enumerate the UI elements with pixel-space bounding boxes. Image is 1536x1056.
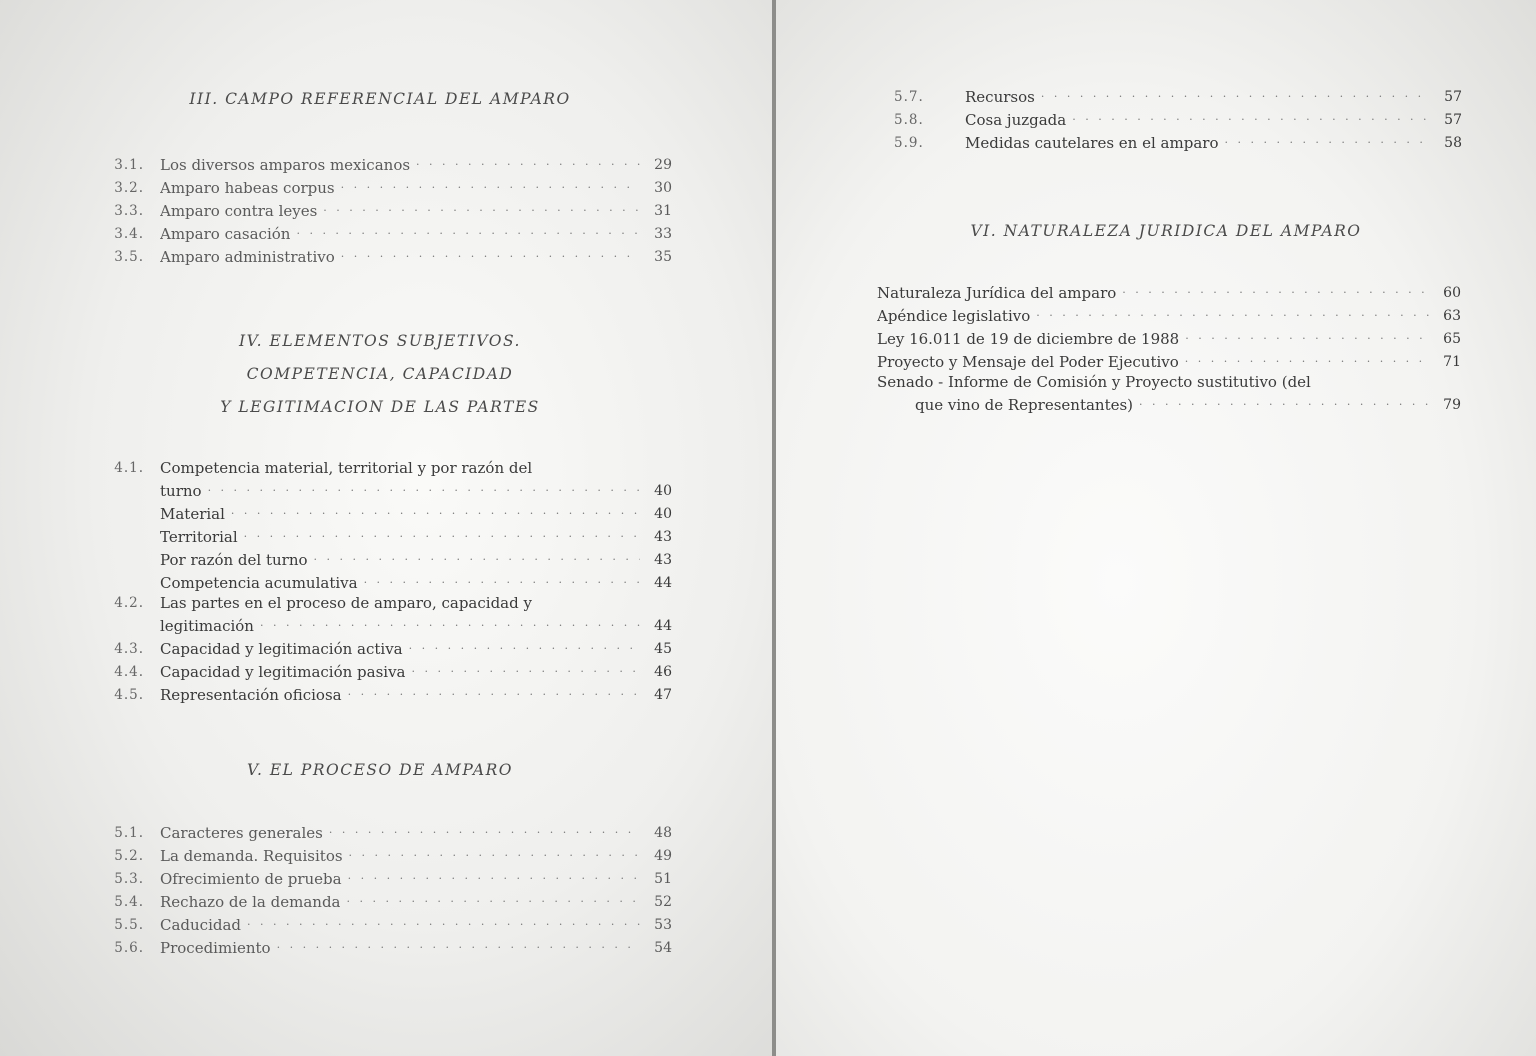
leader-dots (1185, 349, 1429, 369)
entry-label: Territorial (160, 528, 238, 546)
toc-entry[interactable] (877, 326, 1461, 349)
toc-entry[interactable] (892, 107, 1462, 130)
entry-label: Ofrecimiento de prueba (160, 870, 342, 888)
toc-entry[interactable] (108, 659, 672, 682)
entry-number: 4.4. (114, 664, 144, 680)
leader-dots (341, 244, 640, 264)
leader-dots (364, 570, 640, 590)
entry-label: Ley 16.011 de 19 de diciembre de 1988 (877, 330, 1180, 348)
entry-page: 53 (654, 917, 672, 933)
entry-number: 5.1. (114, 825, 144, 841)
leader-dots (1139, 392, 1429, 412)
leader-dots (416, 152, 640, 172)
entry-page: 44 (654, 575, 672, 591)
entry-label: Caducidad (160, 916, 242, 934)
leader-dots (247, 912, 640, 932)
toc-entry[interactable] (108, 198, 672, 221)
entry-page: 57 (1444, 89, 1462, 105)
toc-entry[interactable] (108, 501, 672, 524)
toc-list-continued (892, 84, 1462, 153)
entry-number: 4.2. (114, 595, 144, 611)
entry-label-line2: que vino de Representantes) (915, 396, 1134, 414)
entry-label: Material (160, 505, 225, 523)
entry-label: Capacidad y legitimación pasiva (160, 663, 406, 681)
entry-label: Medidas cautelares en el amparo (965, 134, 1219, 152)
toc-entry[interactable] (108, 221, 672, 244)
leader-dots (1224, 130, 1430, 150)
toc-list-v (108, 820, 672, 958)
leader-dots (208, 478, 640, 498)
leader-dots (231, 501, 640, 521)
entry-number: 5.2. (114, 848, 144, 864)
entry-number: 4.1. (114, 460, 144, 476)
entry-number: 3.5. (114, 249, 144, 265)
entry-label: Amparo contra leyes (160, 202, 318, 220)
entry-page: 65 (1443, 331, 1461, 347)
leader-dots (296, 221, 640, 241)
toc-entry[interactable] (108, 458, 672, 501)
entry-number: 5.6. (114, 940, 144, 956)
leader-dots (412, 659, 640, 679)
leader-dots (329, 820, 640, 840)
entry-label: Apéndice legislativo (877, 307, 1031, 325)
entry-page: 58 (1444, 135, 1462, 151)
entry-label: La demanda. Requisitos (160, 847, 343, 865)
entry-label: Amparo administrativo (160, 248, 335, 266)
entry-page: 54 (654, 940, 672, 956)
leader-dots (409, 636, 640, 656)
entry-label: Representación oficiosa (160, 686, 342, 704)
entry-number: 4.3. (114, 641, 144, 657)
toc-entry[interactable] (892, 84, 1462, 107)
entry-number: 5.8. (894, 112, 924, 128)
toc-entry[interactable] (108, 547, 672, 570)
section-title-iii: III. CAMPO REFERENCIAL DEL AMPARO (189, 90, 571, 108)
entry-label: Proyecto y Mensaje del Poder Ejecutivo (877, 353, 1179, 371)
entry-label: Amparo habeas corpus (160, 179, 335, 197)
right-page (776, 0, 1536, 1056)
entry-page: 51 (654, 871, 672, 887)
entry-number: 3.2. (114, 180, 144, 196)
toc-list-iv (108, 458, 672, 705)
entry-label: Por razón del turno (160, 551, 308, 569)
entry-page: 30 (654, 180, 672, 196)
leader-dots (1036, 303, 1429, 323)
entry-page: 45 (654, 641, 672, 657)
entry-label: Amparo casación (160, 225, 291, 243)
entry-page: 46 (654, 664, 672, 680)
leader-dots (348, 866, 640, 886)
leader-dots (349, 843, 640, 863)
entry-label-line1: Competencia material, territorial y por razón del (160, 459, 533, 477)
leader-dots (1185, 326, 1429, 346)
entry-page: 40 (654, 506, 672, 522)
entry-page: 49 (654, 848, 672, 864)
entry-page: 29 (654, 157, 672, 173)
entry-number: 5.3. (114, 871, 144, 887)
leader-dots (341, 175, 640, 195)
entry-page: 60 (1443, 285, 1461, 301)
leader-dots (1122, 280, 1429, 300)
section-title-iv-line2: COMPETENCIA, CAPACIDAD (246, 365, 514, 383)
entry-label: Capacidad y legitimación activa (160, 640, 403, 658)
entry-number: 4.5. (114, 687, 144, 703)
entry-label-line1: Senado - Informe de Comisión y Proyecto sustitutivo (del (877, 373, 1311, 391)
toc-entry[interactable] (892, 130, 1462, 153)
toc-entry[interactable] (108, 912, 672, 935)
section-title-iv-line1: IV. ELEMENTOS SUBJETIVOS. (239, 332, 521, 350)
section-title-v: V. EL PROCESO DE AMPARO (247, 761, 513, 779)
toc-entry[interactable] (108, 524, 672, 547)
entry-number: 3.4. (114, 226, 144, 242)
toc-entry[interactable] (108, 593, 672, 636)
toc-entry[interactable] (108, 935, 672, 958)
entry-label: Cosa juzgada (965, 111, 1067, 129)
leader-dots (244, 524, 640, 544)
entry-label: Los diversos amparos mexicanos (160, 156, 411, 174)
entry-page: 71 (1443, 354, 1461, 370)
leader-dots (1072, 107, 1430, 127)
entry-page: 44 (654, 618, 672, 634)
entry-label: Competencia acumulativa (160, 574, 358, 592)
entry-page: 31 (654, 203, 672, 219)
toc-list-iii (108, 152, 672, 267)
toc-entry[interactable] (108, 175, 672, 198)
entry-page: 63 (1443, 308, 1461, 324)
entry-number: 5.7. (894, 89, 924, 105)
leader-dots (314, 547, 640, 567)
entry-label: Rechazo de la demanda (160, 893, 341, 911)
leader-dots (346, 889, 640, 909)
entry-label: Caracteres generales (160, 824, 323, 842)
toc-entry[interactable] (108, 570, 672, 593)
entry-label-line2: legitimación (160, 617, 254, 635)
entry-number: 5.5. (114, 917, 144, 933)
entry-page: 57 (1444, 112, 1462, 128)
entry-number: 5.4. (114, 894, 144, 910)
entry-number: 5.9. (894, 135, 924, 151)
leader-dots (323, 198, 640, 218)
entry-page: 47 (654, 687, 672, 703)
toc-entry[interactable] (877, 280, 1461, 303)
entry-page: 79 (1443, 397, 1461, 413)
entry-number: 3.1. (114, 157, 144, 173)
entry-page: 43 (654, 552, 672, 568)
entry-page: 35 (654, 249, 672, 265)
toc-entry[interactable] (108, 889, 672, 912)
entry-page: 43 (654, 529, 672, 545)
entry-label: Procedimiento (160, 939, 271, 957)
entry-page: 33 (654, 226, 672, 242)
toc-entry[interactable] (108, 636, 672, 659)
toc-entry[interactable] (877, 349, 1461, 372)
toc-entry[interactable] (108, 152, 672, 175)
section-title-vi: VI. NATURALEZA JURIDICA DEL AMPARO (970, 222, 1362, 240)
entry-page: 52 (654, 894, 672, 910)
entry-label: Naturaleza Jurídica del amparo (877, 284, 1117, 302)
toc-entry[interactable] (108, 843, 672, 866)
entry-label-line1: Las partes en el proceso de amparo, capacidad y (160, 594, 532, 612)
toc-list-vi (877, 280, 1461, 415)
leader-dots (1041, 84, 1430, 104)
entry-label: Recursos (965, 88, 1035, 106)
toc-entry[interactable] (877, 303, 1461, 326)
entry-page: 40 (654, 483, 672, 499)
toc-entry[interactable] (877, 372, 1461, 415)
leader-dots (260, 613, 640, 633)
entry-page: 48 (654, 825, 672, 841)
leader-dots (277, 935, 640, 955)
section-title-iv-line3: Y LEGITIMACION DE LAS PARTES (220, 398, 540, 416)
entry-label-line2: turno (160, 482, 202, 500)
toc-entry[interactable] (108, 244, 672, 267)
toc-entry[interactable] (108, 866, 672, 889)
toc-entry[interactable] (108, 820, 672, 843)
entry-number: 3.3. (114, 203, 144, 219)
toc-entry[interactable] (108, 682, 672, 705)
leader-dots (348, 682, 640, 702)
